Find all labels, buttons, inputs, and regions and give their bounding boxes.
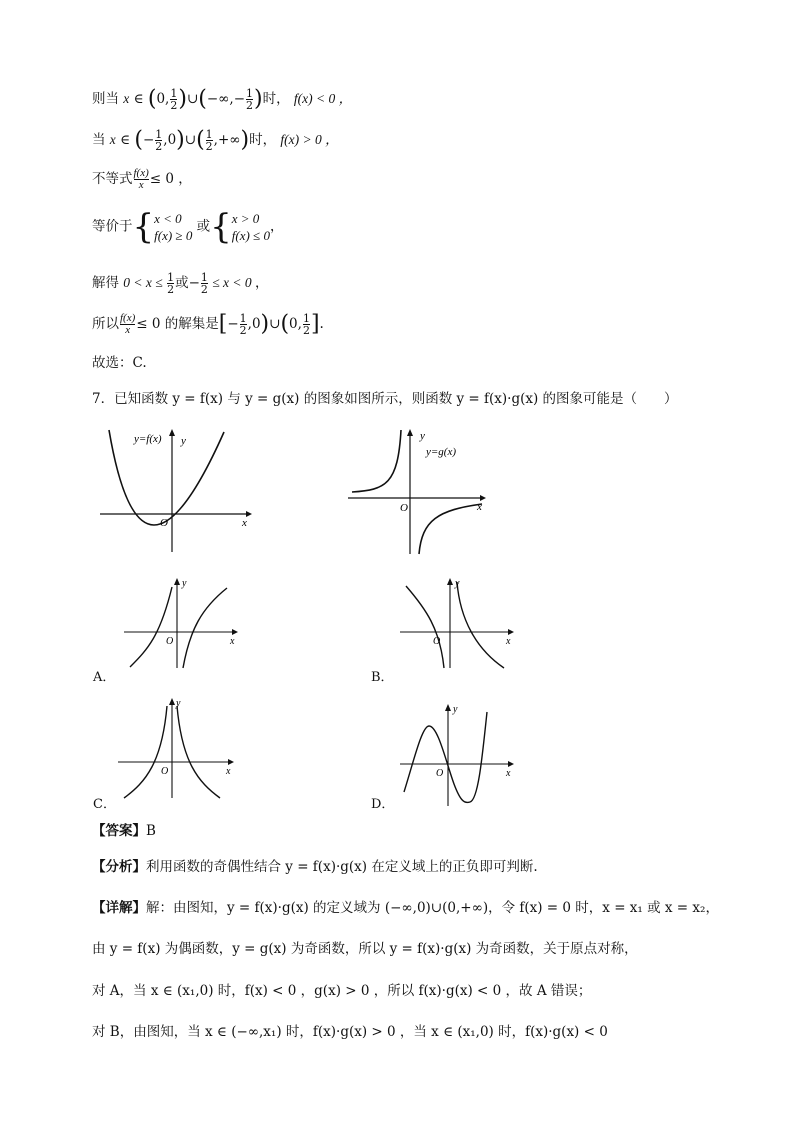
f-label: y=f(x) [134, 433, 162, 445]
question-7: 7．已知函数 y = f(x) 与 y = g(x) 的图象如图所示，则函数 y = f(x)·g(x) 的图象可能是（ ） [92, 391, 678, 407]
answer: 【答案】B [92, 823, 156, 839]
g-label: y=g(x) [426, 446, 457, 458]
option-b-graph [396, 574, 520, 670]
svg-text:O: O [400, 502, 408, 514]
line-interval-positive: 当 x ∈ (− $\frac{1}{2}$ ,0)∪( $\frac{1}{2}$ ,+∞)时， f(x) > 0 ， [92, 127, 339, 153]
svg-text:O: O [433, 636, 441, 647]
option-d-label: D． [371, 797, 395, 812]
detail-p3: 对 A，当 x ∈ (x₁,0) 时，f(x) < 0 ，g(x) > 0 ，所以 f(x)·g(x) < 0 ，故 A 错误； [92, 983, 592, 999]
svg-text:y: y [176, 698, 181, 709]
svg-text:y: y [453, 704, 458, 715]
line-solution-set: 所以 $\frac{f(x)}{x}$ ≤ 0 的解集是[− $\frac{1}{2}$ ,0)∪(0, $\frac{1}{2}$ ]. [92, 311, 324, 337]
svg-text:y: y [420, 430, 425, 442]
detail-p1: 【详解】解：由图知，y = f(x)·g(x) 的定义域为 (−∞,0)∪(0,+∞)，令 f(x) = 0 时，x = x₁ 或 x = x₂， [92, 900, 719, 916]
line-interval-negative: 则当 x ∈ (0, $\frac{1}{2}$ )∪(−∞,− $\frac{1}{2}$ )时， f(x) < 0 ， [92, 86, 353, 112]
option-d-graph [396, 700, 520, 808]
detail-p4: 对 B，由图知，当 x ∈ (−∞,x₁) 时，f(x)·g(x) > 0 ，当 x ∈ (x₁,0) 时，f(x)·g(x) < 0 [92, 1024, 608, 1040]
analysis: 【分析】利用函数的奇偶性结合 y = f(x)·g(x) 在定义域上的正负即可判断. [92, 859, 538, 875]
graph-f [96, 424, 260, 554]
svg-text:x: x [230, 636, 235, 647]
svg-text:x: x [477, 501, 482, 513]
svg-text:x: x [242, 517, 247, 529]
svg-text:x: x [506, 636, 511, 647]
detail-p2: 由 y = f(x) 为偶函数，y = g(x) 为奇函数，所以 y = f(x)·g(x) 为奇函数，关于原点对称， [92, 941, 638, 957]
svg-text:O: O [160, 517, 168, 529]
option-c-graph [116, 694, 240, 800]
svg-text:y: y [455, 578, 460, 589]
option-a-label: A． [93, 670, 116, 685]
svg-text:y: y [181, 435, 186, 447]
svg-text:O: O [436, 768, 444, 779]
line-choice: 故选：C. [92, 355, 147, 371]
line-equivalent-systems: 等价于{x < 0 f(x) ≥ 0 或{x > 0 f(x) ≤ 0， [92, 207, 284, 247]
svg-text:O: O [166, 636, 174, 647]
line-inequality: 不等式 $\frac{f(x)}{x}$ ≤ 0 ， [92, 167, 192, 191]
line-solution: 解得 0 < x ≤ $\frac{1}{2}$ 或− $\frac{1}{2}$ ≤ x < 0 ， [92, 271, 269, 296]
svg-text:x: x [226, 766, 231, 777]
graph-g [346, 424, 496, 556]
svg-text:y: y [182, 578, 187, 589]
svg-text:O: O [161, 766, 169, 777]
option-a-graph [120, 574, 244, 670]
option-c-label: C． [93, 797, 116, 812]
option-b-label: B． [371, 670, 394, 685]
svg-text:x: x [506, 768, 511, 779]
